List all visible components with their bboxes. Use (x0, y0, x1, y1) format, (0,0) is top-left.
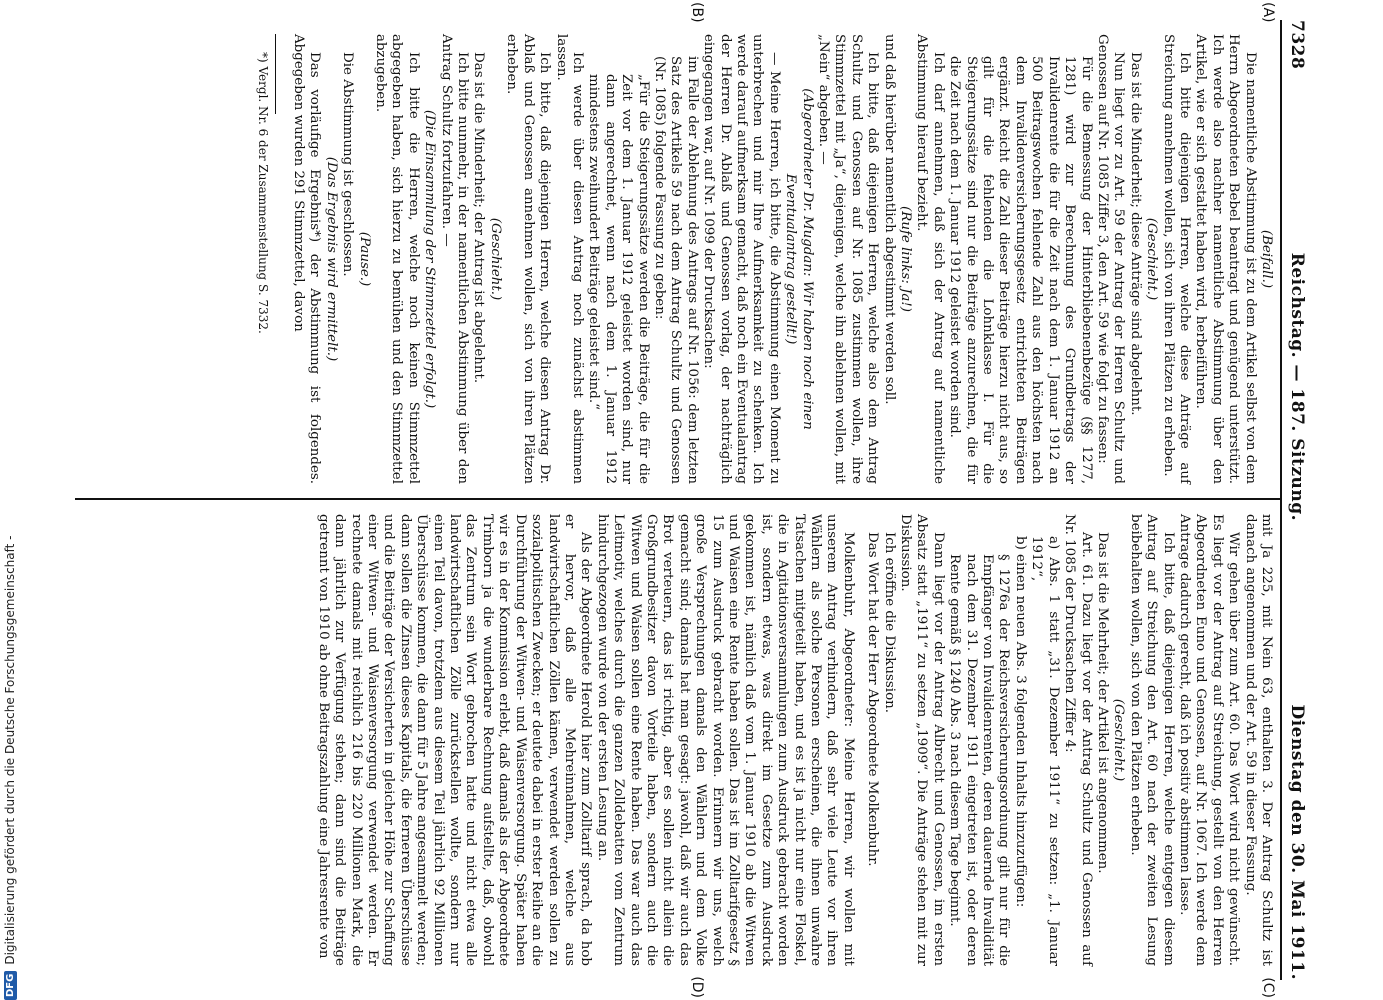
paragraph: a) Abs. 1 statt „31. Dezember 1911“ zu setzen: „1. Januar 1912“, (1029, 536, 1061, 966)
paragraph: Als der Abgeordnete Herold hier zum Zolltarif sprach, da hob er hervor, daß alle Mehreinnahmen, welche aus landwirtschaftlichen Zöllen kämen, verwendet werden sollen zu sozialpolitischen Zwecken; er deutete dabei in erster Reihe an die Durchführung der Witwen- und Waisenversorgung. Später haben wir es in der Kommission erlebt, daß damals als der Abgeordnete Trimborn ja die wunderbare Rechnung aufstellte, daß, obwohl das Zentrum sein Wort gebrochen hatte und nicht etwa alle landwirtschaftlichen Zölle zurückstellen wollte, sondern nur einen Teil davon, trotzdem aus diesem Teil jährlich 92 Millionen Überschüsse kommen, die dann für 5 Jahre angesammelt werden; dann sollen die Zinsen dieses Kapitals, die ferneren Überschüsse und die Beiträge der Versicherten in gleicher Höhe zur Schaffung einer Witwen- und Waisenversorgung verwendet werden. Er rechnete damals mit reichlich 216 bis 220 Millionen Mark, die dann jährlich zur Verfügung stehen; dann sind die Beiträge getrennt von 1910 ab ohne Beitragszahlung eine Jahresrente von (315, 514, 594, 966)
dfg-logo: DFG (4, 971, 17, 1000)
paragraph: mit Ja 225, mit Nein 63, enthalten 3. Der Antrag Schultz ist danach angenommen und der Art. 59 in dieser Fassung. (1242, 514, 1274, 966)
paragraph: Wir gehen über zum Art. 60. Das Wort wird nicht gewünscht. Es liegt vor der Antrag auf Streichung, gestellt von den Herren Abgeordneten Euno und Genossen, auf Nr. 1067. Ich werde dem Antrage dadurch gerecht, daß ich positiv abstimmen lasse. (1176, 514, 1242, 966)
paragraph: § 1276a der Reichsversicherungsordnung gilt nur für die Empfänger von Invalidenrenten, deren dauernde Invalidität nach dem 31. Dezember 1911 eingetreten ist, oder deren Rente gemäß § 1240 Abs. 3 nach diesem Tage beginnt. (947, 554, 1012, 966)
paragraph: Dann liegt vor der Antrag Albrecht und Genossen, im ersten Absatz statt „1911“ zu setzen „1909“. Die Anträge stehen mit zur Diskussion. (898, 514, 946, 966)
margin-mark-b: (B) (689, 2, 705, 23)
paragraph: b) einen neuen Abs. 3 folgenden Inhalts hinzuzufügen: (1012, 536, 1028, 908)
paragraph: Molkenbuhr, Abgeordneter: Meine Herren, wir wollen mit unserem Antrag verhindern, daß sehr viele Leute vor ihren Wählern als solche Personen erscheinen, die ihnen unwahre Tatsachen mitgeteilt haben, und es ist ja nicht nur eine Floskel, die in Agitationsversammlungen zum Ausdruck gebracht worden ist, sondern etwas, was direkt im Gesetze zum Ausdruck gekommen ist, nämlich daß vom 1. Januar 1910 ab die Witwen und Waisen eine Rente haben sollen. Das ist im Zolltarifgesetz § 15 zum Ausdruck gebracht worden. Erinnern wir uns, welch große Versprechungen damals den Wählern und dem Volke gemacht sind; damals hat man gesagt: jawohl, daß wir auch das Brot verteuern, das ist richtig, aber es sollen nicht allein die Großgrundbesitzer davon Vorteile haben, sondern auch die Witwen und Waisen sollen eine Rente haben. Das war auch das Leitmotiv, welches durch die ganzen Zolldebatten vom Zentrum hindurchgezogen wurde von der ersten Lesung an. (594, 514, 856, 966)
paragraph: Ich werde über diesen Antrag noch zunächst abstimmen lassen. (553, 34, 585, 484)
left-column (75, 20, 1280, 500)
paragraph: Das ist die Minderheit; der Antrag ist abgelehnt. (471, 52, 487, 384)
paragraph: Das Wort hat der Herr Abgeordnete Molkenbuhr. (865, 532, 881, 867)
stage-direction: (Beifall.) (1259, 229, 1274, 289)
paragraph-spacer (856, 514, 864, 966)
paragraph: Das vorläufige Ergebnis*) der Abstimmung ist folgendes. Abgegeben wurden 291 Stimmzettel, davon (291, 34, 323, 484)
paragraph: — Meine Herren, ich bitte, die Abstimmung einen Moment zu unterbrechen und mir Ihre Aufmerksamkeit zu schenken. Ich werde darauf aufmerksam gemacht, daß noch ein Eventualantrag der Herren Dr. Ablaß und Genossen vorlag, der nachträglich eingegangen war, auf Nr. 1099 der Drucksachen: (701, 34, 782, 484)
paragraph: Ich bitte, daß diejenigen Herren, welche also dem Antrag Schultz und Genossen auf Nr. 1085 zustimmen wollen, ihre Stimmzettel mit „Ja“, diejenigen, welche ihn ablehnen wollen, mit „Nein“ abgeben. — (816, 34, 881, 484)
paragraph: Ich bitte, daß diejenigen Herren, welche entgegen diesem Antrag auf Streichung den Art. 60 nach der zweiten Lesung beibehalten wollen, sich von den Plätzen erheben. (1127, 514, 1176, 966)
margin-mark-d: (D) (689, 976, 705, 998)
margin-mark-a: (A) (1260, 2, 1276, 23)
paragraph: Ich bitte diejenigen Herren, welche diese Anträge auf Streichung annehmen wollen, sich von ihren Plätzen zu erheben. (1160, 34, 1192, 484)
header-rule (1280, 20, 1282, 980)
stage-direction: (Pause.) (356, 231, 372, 287)
paragraph: Das ist die Mehrheit; der Artikel ist angenommen. (1094, 532, 1110, 874)
running-head (1284, 20, 1310, 980)
page-number: 7328 (1287, 20, 1307, 70)
right-column (75, 500, 1280, 980)
stage-direction: (Die Einsammlung der Stimmzettel erfolgt.) (422, 109, 438, 409)
paragraph: Ich bitte nunmehr, in der namentlichen Abstimmung über den Antrag Schultz fortzufahren. — (438, 34, 471, 484)
stage-direction: (Geschieht.) (1144, 217, 1160, 301)
paragraph: Die Abstimmung ist geschlossen. (340, 52, 356, 277)
session-date: Dienstag den 30. Mai 1911. (1287, 704, 1307, 980)
digitization-credit: Digitalisierung gefördert durch die Deutsche Forschungsgemeinschaft - (3, 535, 17, 965)
paragraph: „Für die Steigerungssätze werden die Beiträge, die für die Zeit vor dem 1. Januar 1912 geleistet worden sind, nur dann angerechnet, wenn nach dem 1. Januar 1912 mindestens zweihundert Beiträge geleistet sind.“ (586, 74, 651, 484)
paragraph: Ich eröffne die Diskussion. (881, 532, 897, 714)
paragraph: Ich bitte die Herren, welche noch keinen Stimmzettel abgegeben haben, sich hierzu zu bemühen und den Stimmzettel abzugeben. (373, 34, 421, 484)
stage-direction: (Geschieht.) (487, 217, 503, 301)
margin-mark-c: (C) (1260, 977, 1276, 998)
paragraph: Das ist die Minderheit; diese Anträge sind abgelehnt. (1127, 52, 1143, 416)
stage-direction: (Rufe links: Ja!) (898, 206, 914, 312)
paragraph: Ich bitte, daß diejenigen Herren, welche diesen Antrag Dr. Ablaß und Genossen annehmen wollen, sich von ihren Plätzen erheben. (504, 34, 553, 484)
right-column-body (314, 514, 1274, 966)
footnote-rule (275, 34, 276, 114)
text-columns (75, 2, 1280, 998)
paragraph: Nun liegt vor zu Art. 59 der Antrag der Herren Schultz und Genossen auf Nr. 1085 Ziffer 3, den Art. 59 wie folgt zu fassen: (1094, 34, 1127, 484)
paragraph: im Falle der Ablehnung des Antrags auf Nr. 1056: dem letzten Satz des Artikels 59 nach dem Antrag Schultz und Genossen (Nr. 1085) folgende Fassung zu geben: (651, 56, 700, 484)
paragraph: Ich darf annehmen, daß sich der Antrag auf namentliche Abstimmung hierauf bezieht. (914, 34, 946, 484)
page-title: Reichstag. — 187. Sitzung. (1287, 252, 1307, 522)
paragraph: Die namentliche Abstimmung ist zu dem Artikel selbst von dem Herrn Abgeordneten Bebel beantragt und genügend unterstützt. Ich werde also nachher namentliche Abstimmung über den Artikel, wie er sich gestaltet haben wird, herbeiführen. (1193, 34, 1258, 484)
footnote: *) Vergl. Nr. 6 der Zusammenstellung S. 7332. (255, 52, 270, 334)
digitization-note (0, 0, 20, 1000)
paragraph: Für die Bemessung der Hinterbliebenenbezüge (§§ 1277, 1281) wird zur Berechnung des Grundbetrags der Invalidenrente die für die Zeit nach dem 1. Januar 1912 an 500 Beitragswochen fehlende Zahl aus den höchsten nach dem Invalidenversicherungsgesetz entrichteten Beiträgen ergänzt. Reicht die Zahl dieser Beiträge hierzu nicht aus, so gilt für die fehlenden die Lohnklasse I. Für die Steigerungssätze sind nur die Beiträge anzurechnen, die für die Zeit nach dem 1. Januar 1912 geleistet worden sind. (947, 56, 1094, 484)
left-column-body (290, 34, 1274, 484)
stage-direction: (Geschieht.) (1111, 698, 1127, 782)
paragraph: und daß hierüber namentlich abgestimmt werden soll. (881, 34, 897, 405)
stage-direction: (Abgeordneter Dr. Mugdan: Wir haben noch einen Eventualantrag gestellt!) (783, 88, 815, 430)
stage-direction: (Das Ergebnis wird ermittelt.) (323, 156, 339, 362)
paragraph: Art. 61. Dazu liegt vor der Antrag Schultz und Genossen auf Nr. 1085 der Drucksachen Ziffer 4: (1062, 514, 1094, 966)
